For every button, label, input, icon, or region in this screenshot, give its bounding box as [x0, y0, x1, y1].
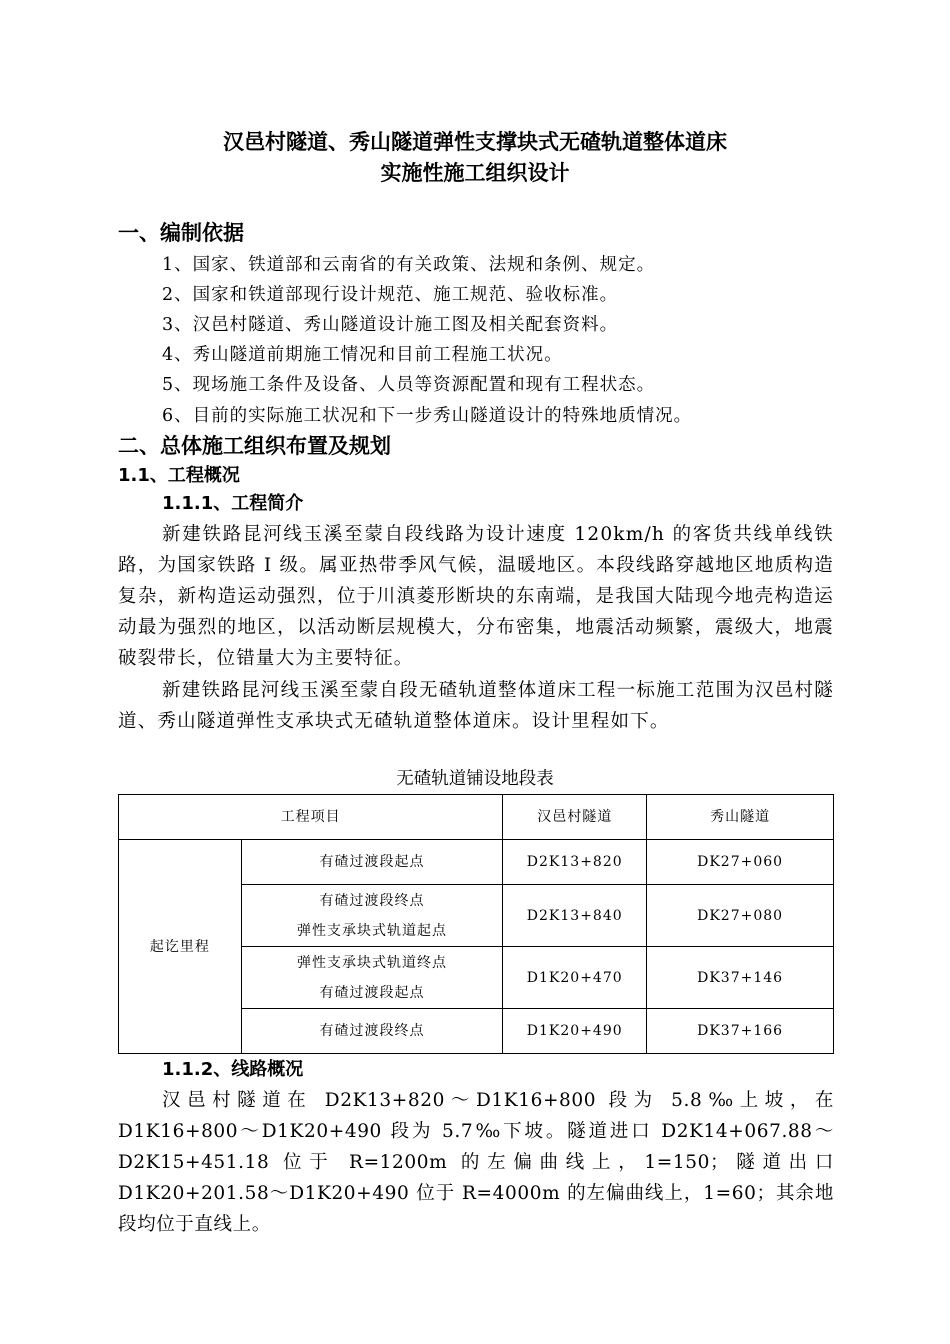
subsection-heading-overview: 1.1、工程概况 [118, 465, 240, 486]
basis-item-5: 5、现场施工条件及设备、人员等资源配置和现有工程状态。 [162, 375, 656, 395]
basis-item-1: 1、国家、铁道部和云南省的有关政策、法规和条例、规定。 [162, 255, 656, 275]
item-cell-line-1: 有碴过渡段终点 [319, 892, 425, 909]
section-heading-organization: 二、总体施工组织布置及规划 [118, 434, 391, 458]
table-header-row [119, 795, 834, 840]
hanyi-mileage-cell: D2K13+840 [503, 885, 647, 947]
ballastless-track-sections-table [118, 794, 834, 1054]
document-title-line-1: 汉邑村隧道、秀山隧道弹性支撑块式无碴轨道整体道床 [223, 130, 727, 154]
paragraph-construction-scope: 新建铁路昆河线玉溪至蒙自段无碴轨道整体道床工程一标施工范围为汉邑村隧道、秀山隧道弹性支承块式无碴轨道整体道床。设计里程如下。 [118, 680, 834, 732]
paragraph-gradient-curves: 汉邑村隧道在 D2K13+820～D1K16+800 段为 5.8‰上坡，在 D1K16+800～D1K20+490 段为 5.7‰下坡。隧道进口 D2K14+067.88～D2K15+451.18 位于 R=1200m 的左偏曲线上，1=150；隧道出口 D1K20+201.58～D1K20+490 位于 R=4000m 的左偏曲线上，1=60；其余地段均位于直线上。 [118, 1090, 834, 1235]
basis-item-6: 6、目前的实际施工状况和下一步秀山隧道设计的特殊地质情况。 [162, 406, 693, 426]
basis-item-2: 2、国家和铁道部现行设计规范、施工规范、验收标准。 [162, 285, 619, 305]
paragraph-route-description: 新建铁路昆河线玉溪至蒙自段线路为设计速度 120km/h 的客货共线单线铁路，为国家铁路 I 级。属亚热带季风气候，温暖地区。本段线路穿越地区地质构造复杂，新构造运动强烈，位于川滇菱形断块的东南端，是我国大陆现今地壳构造运动最为强烈的地区，以活动断层规模大，分布密集，地震活动频繁，震级大，地震破裂带长，位错量大为主要特征。 [118, 524, 834, 669]
item-cell [241, 947, 503, 1009]
basis-item-4: 4、秀山隧道前期施工情况和目前工程施工状况。 [162, 345, 563, 365]
document-title-line-2: 实施性施工组织设计 [380, 161, 570, 185]
hanyi-mileage-cell: D1K20+470 [503, 947, 647, 1009]
xiushan-mileage-cell: DK27+060 [647, 840, 834, 885]
item-cell: 有碴过渡段起点 [241, 840, 503, 885]
subsection-heading-introduction: 1.1.1、工程简介 [162, 493, 304, 514]
xiushan-mileage-cell: DK37+146 [647, 947, 834, 1009]
item-cell [241, 885, 503, 947]
header-cell-hanyi: 汉邑村隧道 [503, 795, 647, 840]
item-cell: 有碴过渡段终点 [241, 1009, 503, 1054]
subsection-heading-line-overview: 1.1.2、线路概况 [162, 1059, 304, 1080]
hanyi-mileage-cell: D1K20+490 [503, 1009, 647, 1054]
table-caption: 无碴轨道铺设地段表 [396, 769, 554, 789]
header-cell-item: 工程项目 [119, 795, 503, 840]
item-cell-line-1: 弹性支承块式轨道终点 [297, 954, 448, 971]
table-row [119, 840, 834, 885]
xiushan-mileage-cell: DK27+080 [647, 885, 834, 947]
item-cell-line-2: 弹性支承块式轨道起点 [297, 922, 448, 939]
item-cell-line-2: 有碴过渡段起点 [319, 984, 425, 1001]
hanyi-mileage-cell: D2K13+820 [503, 840, 647, 885]
group-label-cell: 起讫里程 [119, 840, 242, 1054]
xiushan-mileage-cell: DK37+166 [647, 1009, 834, 1054]
basis-item-3: 3、汉邑村隧道、秀山隧道设计施工图及相关配套资料。 [162, 315, 619, 335]
section-heading-basis: 一、编制依据 [118, 221, 244, 245]
header-cell-xiushan: 秀山隧道 [647, 795, 834, 840]
